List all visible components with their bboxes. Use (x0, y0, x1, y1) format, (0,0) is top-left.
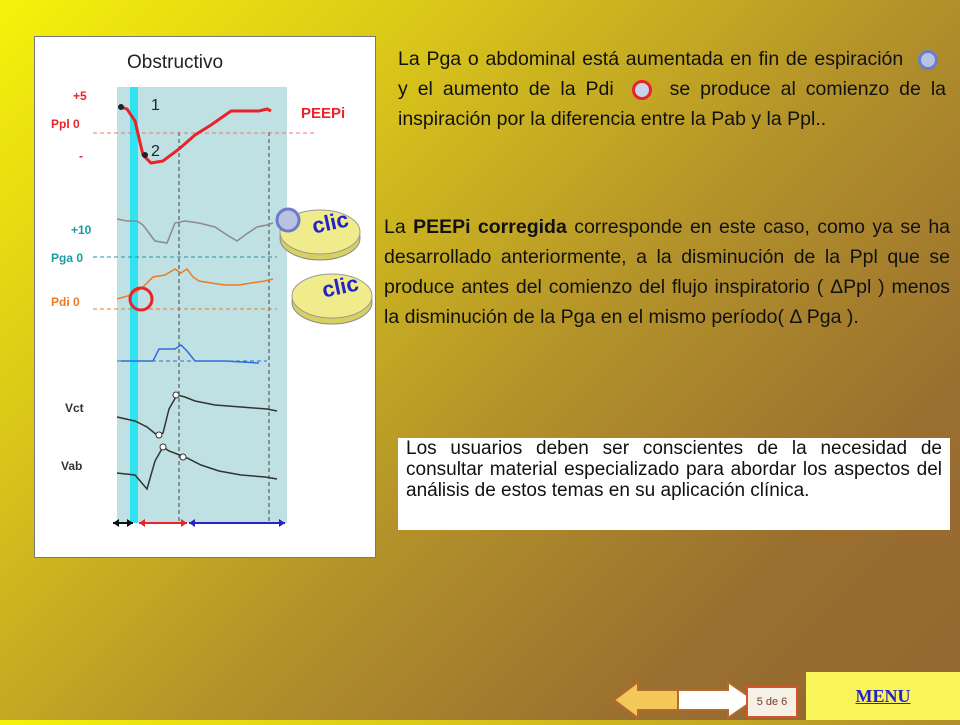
vab-marker-b (180, 454, 186, 460)
paragraph-peepi (384, 212, 950, 332)
clic-button-1-label: clic (309, 206, 351, 239)
point-2-marker (142, 152, 148, 158)
paragraph-pga-part3: se produce al comienzo de la inspiración por la diferencia entre la Pab y la Ppl.. (398, 78, 947, 130)
peepi-label: PEEPi (301, 105, 346, 122)
plus10-label: +10 (71, 223, 92, 237)
pga0-label: Pga 0 (51, 251, 84, 265)
vct-marker-a (173, 392, 179, 398)
vct-marker-b (156, 432, 162, 438)
plus5-label: +5 (73, 89, 87, 103)
paragraph-peepi-bold: PEEPi corregida (413, 216, 567, 238)
paragraph-pga (398, 44, 946, 134)
blue-circle-icon (918, 50, 938, 70)
point-1-label: 1 (151, 97, 160, 114)
page-counter: 5 de 6 (746, 686, 798, 718)
pdi0-label: Pdi 0 (51, 295, 80, 309)
point-2-label: 2 (151, 143, 160, 160)
paragraph-peepi-part2: corresponde en este caso, como ya se ha desarrollado anteriormente, a la disminución de la Ppl que se produce antes del comienzo del flujo inspiratorio ( ΔPpl ) menos la disminución de la Pga en el mismo período( Δ Pga ). (384, 216, 951, 328)
vab-marker-a (160, 444, 166, 450)
menu-link[interactable]: MENU (806, 672, 960, 720)
blue-circle-icon (277, 209, 299, 231)
clic-button-2-label: clic (319, 270, 361, 303)
disclaimer-note: Los usuarios deben ser conscientes de la necesidad de consultar material especializado para abordar los aspectos del análisis de estos temas en su aplicación clínica. (398, 438, 950, 530)
point-1-marker (118, 104, 124, 110)
vct-label: Vct (65, 401, 84, 415)
vab-label: Vab (61, 459, 83, 473)
right-arrow-icon (676, 680, 756, 720)
paragraph-pga-part1: La Pga o abdominal está aumentada en fin de espiración (398, 48, 904, 70)
next-slide-button[interactable] (676, 680, 756, 720)
minus-label: - (79, 149, 83, 163)
panel-title: Obstructivo (127, 52, 224, 73)
paragraph-pga-part2: y el aumento de la Pdi (398, 78, 614, 100)
ppl0-label: Ppl 0 (51, 117, 80, 131)
red-circle-icon (632, 80, 652, 100)
clic-button-2[interactable] (286, 256, 376, 326)
paragraph-peepi-part1: La (384, 216, 406, 238)
